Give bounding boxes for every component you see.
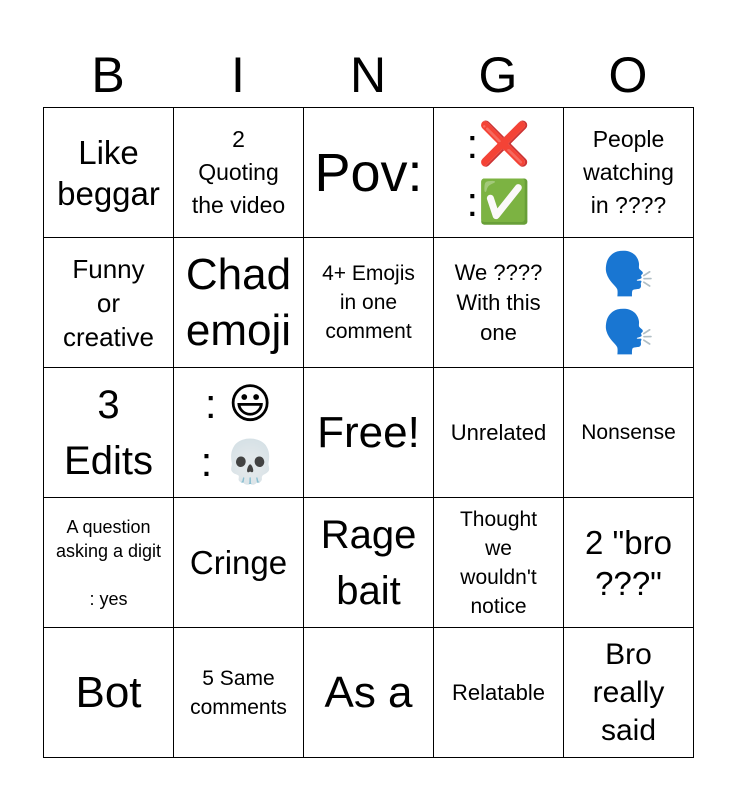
bingo-cell-r4c5[interactable] xyxy=(564,498,694,628)
cell-text: 3 Edits xyxy=(64,382,153,483)
cell-text: Unrelated xyxy=(450,419,547,445)
cell-text: Funny or creative xyxy=(62,253,155,352)
cell-text: Nonsense xyxy=(581,421,676,444)
header-letter-o: O xyxy=(608,47,648,103)
bingo-board xyxy=(43,107,694,758)
bingo-cell-r4c2[interactable] xyxy=(174,498,304,628)
cell-text: 5 Same comments xyxy=(190,666,287,719)
cell-text: Free! xyxy=(317,407,420,457)
bingo-cell-r4c3[interactable] xyxy=(304,498,434,628)
cell-text: Cringe xyxy=(189,544,288,581)
bingo-cell-r3c1[interactable] xyxy=(44,368,174,498)
bingo-cell-r3c2[interactable] xyxy=(174,368,304,498)
cell-text: As a xyxy=(324,667,413,717)
bingo-cell-r2c5[interactable] xyxy=(564,238,694,368)
cell-text: Like beggar xyxy=(57,133,160,212)
header-letter-n: N xyxy=(349,47,387,103)
header-letter-g: G xyxy=(478,47,518,103)
bingo-cell-r5c2[interactable] xyxy=(174,628,304,758)
cell-text: 4+ Emojis in one comment xyxy=(322,262,415,343)
cell-text: 2 Quoting the video xyxy=(191,126,286,218)
bingo-cell-r3c4[interactable] xyxy=(434,368,564,498)
speaking-head-icon: 🗣️ 🗣️ xyxy=(602,249,655,355)
bingo-cell-r5c4[interactable] xyxy=(434,628,564,758)
header-letter-i: I xyxy=(231,47,245,103)
cell-text: Rage bait xyxy=(320,512,417,613)
bingo-cell-r5c3[interactable] xyxy=(304,628,434,758)
bingo-cell-r1c4[interactable] xyxy=(434,108,564,238)
cell-text: Thought we wouldn't notice xyxy=(459,507,538,618)
bingo-cell-r2c2[interactable] xyxy=(174,238,304,368)
header-letter-b: B xyxy=(91,47,125,103)
bingo-header xyxy=(43,42,693,108)
bingo-cell-r2c3[interactable] xyxy=(304,238,434,368)
bingo-cell-r1c3[interactable] xyxy=(304,108,434,238)
cell-text: Bro really said xyxy=(592,637,665,747)
cell-text: People watching in ???? xyxy=(583,126,674,218)
bingo-cell-r4c1[interactable] xyxy=(44,498,174,628)
cell-text: : 😃 : 💀 xyxy=(200,379,277,485)
bingo-cell-r3c3[interactable] xyxy=(304,368,434,498)
cell-text: Pov: xyxy=(314,142,423,203)
bingo-cell-r1c2[interactable] xyxy=(174,108,304,238)
cell-text: We ???? With this one xyxy=(454,259,543,345)
bingo-cell-r2c1[interactable] xyxy=(44,238,174,368)
bingo-cell-r5c1[interactable] xyxy=(44,628,174,758)
bingo-cell-r1c1[interactable] xyxy=(44,108,174,238)
cell-text: Bot xyxy=(75,667,142,717)
cell-text: Chad emoji xyxy=(185,249,292,355)
bingo-cell-r2c4[interactable] xyxy=(434,238,564,368)
bingo-cell-r3c5[interactable] xyxy=(564,368,694,498)
cell-text: :❌ :✅ xyxy=(466,119,531,225)
bingo-cell-r5c5[interactable] xyxy=(564,628,694,758)
bingo-cell-r1c5[interactable] xyxy=(564,108,694,238)
cell-text: 2 "bro ???" xyxy=(585,523,672,602)
cell-text: Relatable xyxy=(452,679,545,705)
cell-text: A question asking a digit : yes xyxy=(55,516,162,609)
bingo-cell-r4c4[interactable] xyxy=(434,498,564,628)
